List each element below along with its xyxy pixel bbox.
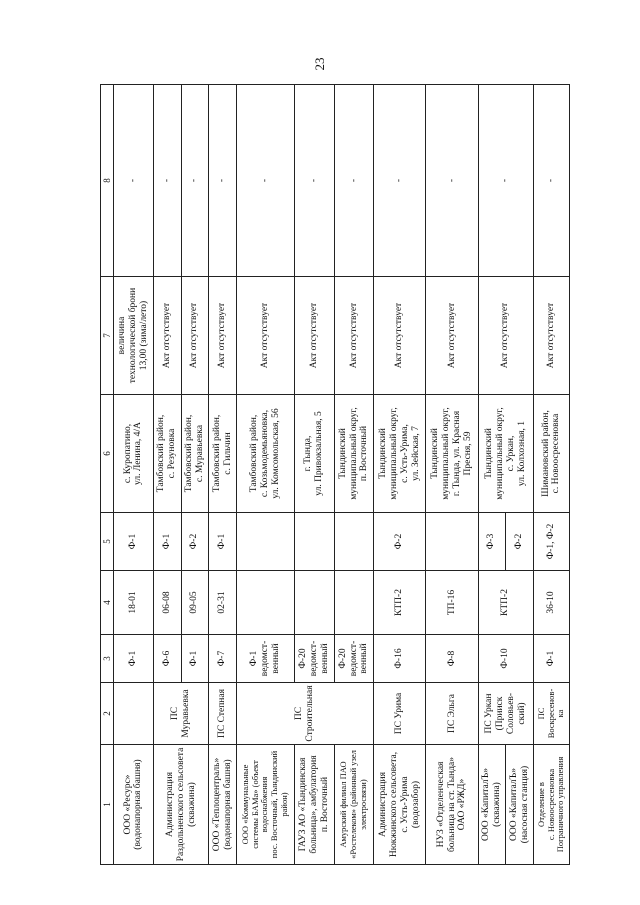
- address-cell: Шимановский район, с. Новоосресеновка: [533, 395, 569, 513]
- act-cell: Акт отсутствует: [426, 277, 478, 395]
- table-row: [114, 85, 154, 865]
- tp-cell: 09-05: [181, 571, 209, 635]
- table-row: [426, 85, 478, 865]
- note-cell: -: [426, 85, 478, 277]
- act-cell: Акт отсутствует: [181, 277, 209, 395]
- col-header-8: 8: [101, 85, 114, 277]
- tp-cell: 36-10: [533, 571, 569, 635]
- col-header-6: 6: [101, 395, 114, 513]
- org-cell: ООО «КапиталЪ» (скважина): [478, 745, 506, 865]
- feeder2-cell: [236, 513, 294, 571]
- org-cell: ООО «Теплоцентраль» (водонапорная башня): [209, 745, 237, 865]
- act-cell: Акт отсутствует: [236, 277, 294, 395]
- col-header-3: 3: [101, 635, 114, 683]
- col-header-4: 4: [101, 571, 114, 635]
- org-cell: ООО «Ресурс» (водонапорная башня): [114, 745, 154, 865]
- col-header-7: 7: [101, 277, 114, 395]
- feeder-cell: Ф-20 ведомст- венный: [294, 635, 334, 683]
- note-cell: -: [478, 85, 533, 277]
- note-cell: -: [374, 85, 426, 277]
- table-row: [334, 85, 374, 865]
- ps-cell: ПС Муравьевка: [153, 683, 208, 745]
- tp-cell: ТП-16: [426, 571, 478, 635]
- org-cell: ГАУЗ АО «Тындинская больница», амбулатория п. Восточный: [294, 745, 334, 865]
- feeder2-cell: Ф-1: [209, 513, 237, 571]
- feeder-cell: Ф-1: [533, 635, 569, 683]
- tp-cell: [334, 571, 374, 635]
- note-cell: -: [334, 85, 374, 277]
- note-cell: -: [294, 85, 334, 277]
- table-row: [374, 85, 426, 865]
- act-cell: Акт отсутствует: [294, 277, 334, 395]
- ps-cell: ПС Степная: [209, 683, 237, 745]
- table-row: [533, 85, 569, 865]
- feeder-cell: Ф-20 ведомст- венный: [334, 635, 374, 683]
- note-cell: -: [114, 85, 154, 277]
- tp-cell: 06-08: [153, 571, 181, 635]
- org-cell: Администрация Раздольненского сельсовета (скважина): [153, 745, 208, 865]
- note-cell: -: [153, 85, 181, 277]
- org-cell: Отделение в с. Новоосресеновка Пограничного управления: [533, 745, 569, 865]
- table-wrapper: [100, 85, 570, 865]
- act-cell: Акт отсутствует: [334, 277, 374, 395]
- feeder2-cell: Ф-1: [153, 513, 181, 571]
- table-row: [209, 85, 237, 865]
- rotated-table-area: [100, 85, 570, 865]
- note-cell: -: [533, 85, 569, 277]
- ps-cell: ПС Воскресенов- ка: [533, 683, 569, 745]
- feeder-cell: Ф-1: [114, 635, 154, 683]
- ps-cell: ПС Строительная: [236, 683, 374, 745]
- feeder2-cell: Ф-1, Ф-2: [533, 513, 569, 571]
- org-cell: НУЗ «Отделенческая больница на ст. Тында» ОАО «РЖД»: [426, 745, 478, 865]
- col-header-5: 5: [101, 513, 114, 571]
- org-cell: Администрация Нюкжинского сельсовета, с. Усть-Урима (водозабор): [374, 745, 426, 865]
- act-cell: Акт отсутствует: [478, 277, 533, 395]
- tp-cell: КТП-2: [478, 571, 533, 635]
- address-cell: Тамбовский район, с. Муравьевка: [181, 395, 209, 513]
- data-table: [100, 84, 570, 865]
- feeder2-cell: Ф-2: [374, 513, 426, 571]
- col-header-2: 2: [101, 683, 114, 745]
- header-row: [101, 85, 114, 865]
- ps-cell: [114, 683, 154, 745]
- feeder2-cell: [426, 513, 478, 571]
- table-row: [153, 85, 181, 865]
- note-cell: -: [236, 85, 294, 277]
- note-cell: -: [181, 85, 209, 277]
- address-cell: г. Тында, ул. Привокзальная, 5: [294, 395, 334, 513]
- act-cell: Акт отсутствует: [153, 277, 181, 395]
- feeder2-cell: Ф-3: [478, 513, 506, 571]
- act-cell: Акт отсутствует: [209, 277, 237, 395]
- feeder-cell: Ф-16: [374, 635, 426, 683]
- ps-cell: ПС Эльга: [426, 683, 478, 745]
- ps-cell: ПС Урима: [374, 683, 426, 745]
- feeder-cell: Ф-1: [181, 635, 209, 683]
- table-row: [294, 85, 334, 865]
- org-cell: ООО «КапиталЪ» (насосная станция): [506, 745, 534, 865]
- act-cell: Акт отсутствует: [533, 277, 569, 395]
- feeder2-cell: Ф-2: [506, 513, 534, 571]
- note-cell: -: [209, 85, 237, 277]
- tp-cell: КТП-2: [374, 571, 426, 635]
- feeder-cell: Ф-7: [209, 635, 237, 683]
- address-cell: Тамбовский район, с. Гильчин: [209, 395, 237, 513]
- org-cell: ООО «Коммунальные системы БАМа» (объект водоснабжения пос. Восточный, Тындинский район): [236, 745, 294, 865]
- address-cell: Тындинский муниципальный округ, с. Усть-Урима, ул. Зейская, 7: [374, 395, 426, 513]
- feeder-cell: Ф-6: [153, 635, 181, 683]
- table-row: [478, 85, 506, 865]
- address-cell: Тындинский муниципальный округ, с. Уркан, ул. Колхозная, 1: [478, 395, 533, 513]
- address-cell: с. Куропатино, ул. Ленина, 4/А: [114, 395, 154, 513]
- feeder-cell: Ф-10: [478, 635, 533, 683]
- org-cell: Амурский филиал ПАО «Ростелеком» (районный узел электросвязи): [334, 745, 374, 865]
- col-header-1: 1: [101, 745, 114, 865]
- feeder2-cell: Ф-2: [181, 513, 209, 571]
- feeder2-cell: [334, 513, 374, 571]
- tp-cell: 02-31: [209, 571, 237, 635]
- address-cell: Тамбовский район, с. Козьмодемьяновка, ул. Комсомольская, 56: [236, 395, 294, 513]
- page-number: 23: [312, 57, 327, 71]
- ps-cell: ПС Уркан (Прииск Соловьев- ский): [478, 683, 533, 745]
- feeder2-cell: Ф-1: [114, 513, 154, 571]
- feeder-cell: Ф-1 ведомст- венный: [236, 635, 294, 683]
- tp-cell: [236, 571, 294, 635]
- act-cell: величина технологической брони 13,00 (зима/лето): [114, 277, 154, 395]
- address-cell: Тындинский муниципальный округ, п. Восточный: [334, 395, 374, 513]
- address-cell: Тамбовский район, с. Резуновка: [153, 395, 181, 513]
- act-cell: Акт отсутствует: [374, 277, 426, 395]
- tp-cell: 18-01: [114, 571, 154, 635]
- tp-cell: [294, 571, 334, 635]
- address-cell: Тындинский муниципальный округ, г. Тында, ул. Красная Пресня, 59: [426, 395, 478, 513]
- feeder2-cell: [294, 513, 334, 571]
- feeder-cell: Ф-8: [426, 635, 478, 683]
- table-row: [236, 85, 294, 865]
